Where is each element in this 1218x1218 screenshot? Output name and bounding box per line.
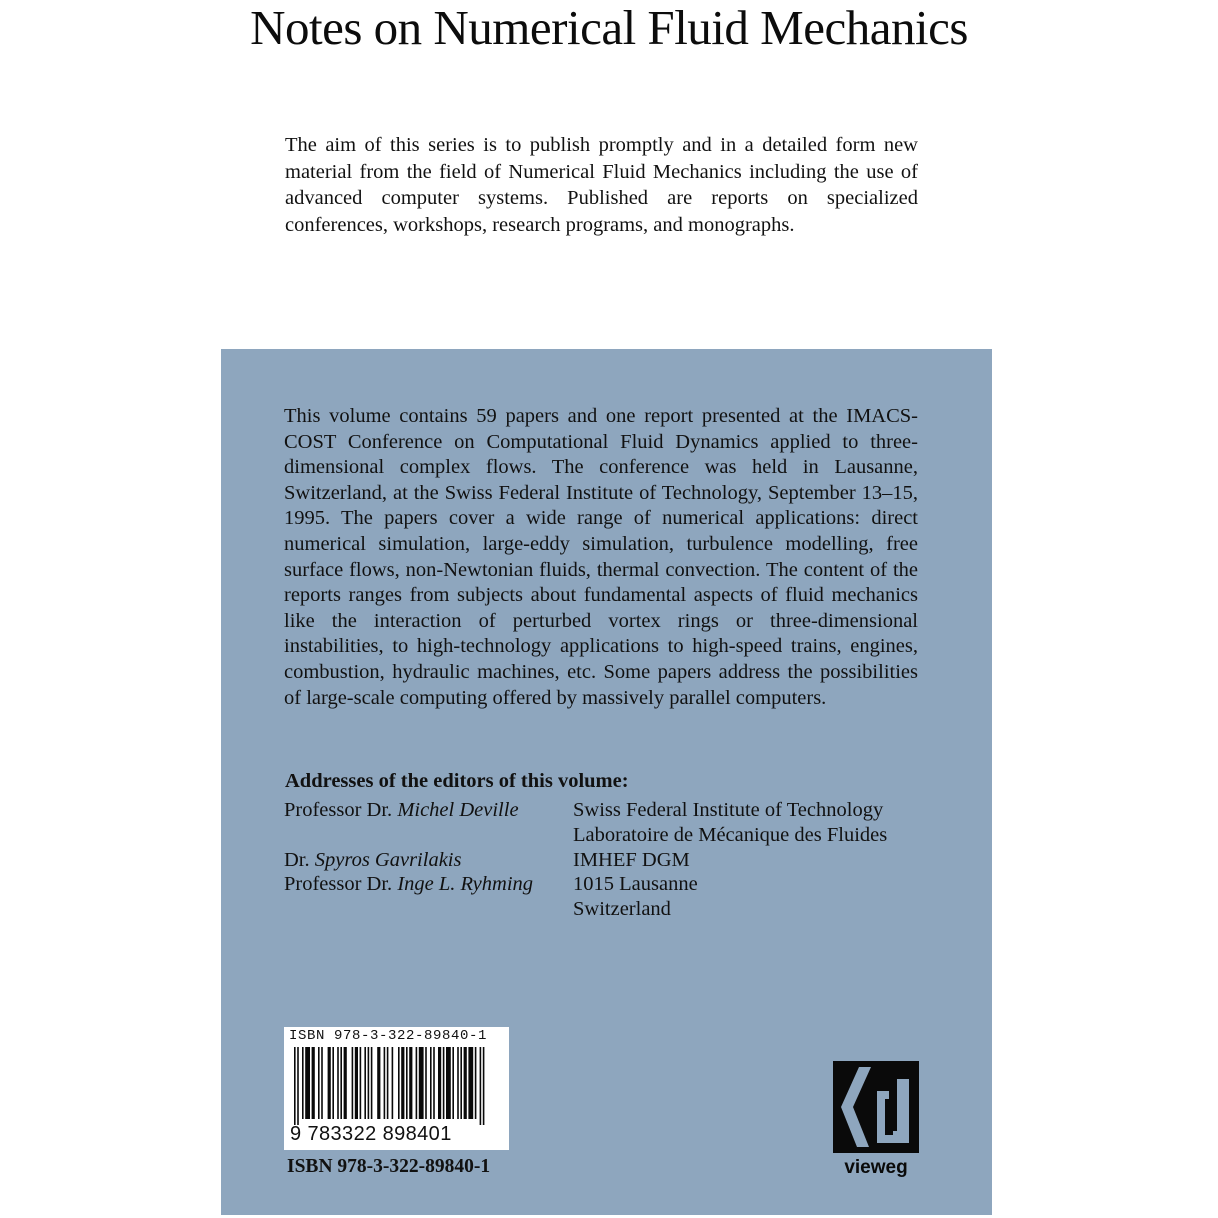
barcode-bar bbox=[332, 1047, 334, 1119]
blurb-panel bbox=[221, 349, 992, 1215]
barcode-bar bbox=[438, 1047, 441, 1119]
barcode-bar bbox=[460, 1047, 462, 1119]
editor-name: Spyros Gavrilakis bbox=[314, 848, 462, 871]
barcode-bar bbox=[371, 1047, 373, 1119]
barcode-bar bbox=[318, 1047, 320, 1119]
barcode-bar bbox=[464, 1047, 467, 1119]
barcode-bar bbox=[475, 1047, 477, 1119]
barcode-bar bbox=[305, 1047, 310, 1119]
vieweg-logo-icon bbox=[833, 1061, 923, 1181]
address-line: Laboratoire de Mécanique des Fluides bbox=[573, 823, 888, 846]
address-line: Switzerland bbox=[573, 898, 671, 921]
publisher-logo-text: vieweg bbox=[844, 1157, 908, 1178]
barcode-bar bbox=[312, 1047, 315, 1119]
barcode-bar bbox=[368, 1047, 370, 1119]
barcode-bar bbox=[360, 1047, 362, 1119]
editors-heading: Addresses of the editors of this volume: bbox=[285, 770, 629, 792]
editor-name: Michel Deville bbox=[397, 799, 519, 821]
series-title: Notes on Numerical Fluid Mechanics bbox=[250, 0, 968, 55]
barcode-bar bbox=[409, 1047, 412, 1119]
barcode-bar bbox=[416, 1047, 418, 1119]
editor-address bbox=[573, 798, 973, 922]
barcode-digits: 9 783322 898401 bbox=[290, 1123, 452, 1145]
barcode-bar bbox=[321, 1047, 323, 1119]
barcode-bar bbox=[392, 1047, 394, 1119]
barcode-bar bbox=[352, 1047, 354, 1119]
barcode-bar bbox=[340, 1047, 342, 1119]
editor-title: Professor Dr. bbox=[284, 873, 398, 896]
editor-title: Dr. bbox=[284, 848, 315, 871]
barcode-bar bbox=[294, 1047, 296, 1125]
barcode-bar bbox=[337, 1047, 339, 1119]
editor-entry bbox=[284, 872, 574, 897]
barcode-bar bbox=[355, 1047, 358, 1119]
barcode-bar bbox=[452, 1047, 454, 1119]
editor-title: Professor Dr. bbox=[284, 799, 398, 821]
barcode-bar bbox=[433, 1047, 435, 1119]
barcode-bar bbox=[401, 1047, 404, 1119]
spacer-line bbox=[284, 823, 574, 848]
editor-entry bbox=[284, 848, 574, 873]
barcode-bar bbox=[302, 1047, 304, 1119]
barcode-bar bbox=[328, 1047, 331, 1119]
isbn-text: ISBN 978-3-322-89840-1 bbox=[287, 1156, 491, 1177]
barcode-bar bbox=[406, 1047, 408, 1119]
barcode-bar bbox=[483, 1047, 485, 1125]
isbn-barcode bbox=[284, 1027, 509, 1150]
barcode-bar bbox=[425, 1047, 427, 1119]
barcode-bar bbox=[398, 1047, 400, 1119]
editor-names bbox=[284, 798, 574, 897]
barcode-bar bbox=[387, 1047, 389, 1119]
barcode-bar bbox=[430, 1047, 432, 1119]
address-line: 1015 Lausanne bbox=[573, 873, 698, 896]
address-line: IMHEF DGM bbox=[573, 848, 690, 871]
barcode-isbn-label: ISBN 978-3-322-89840-1 bbox=[289, 1028, 488, 1044]
barcode-bar bbox=[446, 1047, 451, 1119]
volume-summary: This volume contains 59 papers and one report presented at the IMACS-COST Conference on Computational Fluid Dynamics applied to three-dimensional complex flows. The conference was held in Lausanne, Switzerland, at the Swiss Federal Institute of Technology, September 13–15, 1995. The papers cover a wide range of numerical applications: direct numerical simulation, large-eddy simulation, turbulence modelling, free surface flows, non-Newtonian fluids, thermal convection. The content of the reports ranges from subjects about fundamental aspects of fluid mechanics like the interaction of perturbed vortex rings or three-dimensional instabilities, to high-technology applications to high-speed trains, engines, combustion, hydraulic machines, etc. Some papers address the possibilities of large-scale computing offered by massively parallel computers. bbox=[284, 405, 918, 709]
barcode-bar bbox=[457, 1047, 459, 1119]
barcode-bar bbox=[364, 1047, 366, 1119]
barcode-bar bbox=[384, 1047, 386, 1119]
address-line: Swiss Federal Institute of Technology bbox=[573, 799, 884, 821]
barcode-bar bbox=[480, 1047, 482, 1125]
barcode-bar bbox=[377, 1047, 380, 1119]
editor-name: Inge L. Ryhming bbox=[397, 873, 534, 896]
barcode-bar bbox=[344, 1047, 347, 1119]
series-description: The aim of this series is to publish promptly and in a detailed form new material from the field of Numerical Fluid Mechanics including the use of advanced computer systems. Published are reports on specialized conferences, workshops, research programs, and monographs. bbox=[285, 134, 918, 236]
barcode-bar bbox=[443, 1047, 445, 1119]
barcode-bar bbox=[297, 1047, 299, 1125]
barcode-bar bbox=[468, 1047, 473, 1119]
editor-entry bbox=[284, 798, 574, 823]
barcode-bar bbox=[419, 1047, 424, 1119]
barcode-bars bbox=[290, 1047, 502, 1125]
